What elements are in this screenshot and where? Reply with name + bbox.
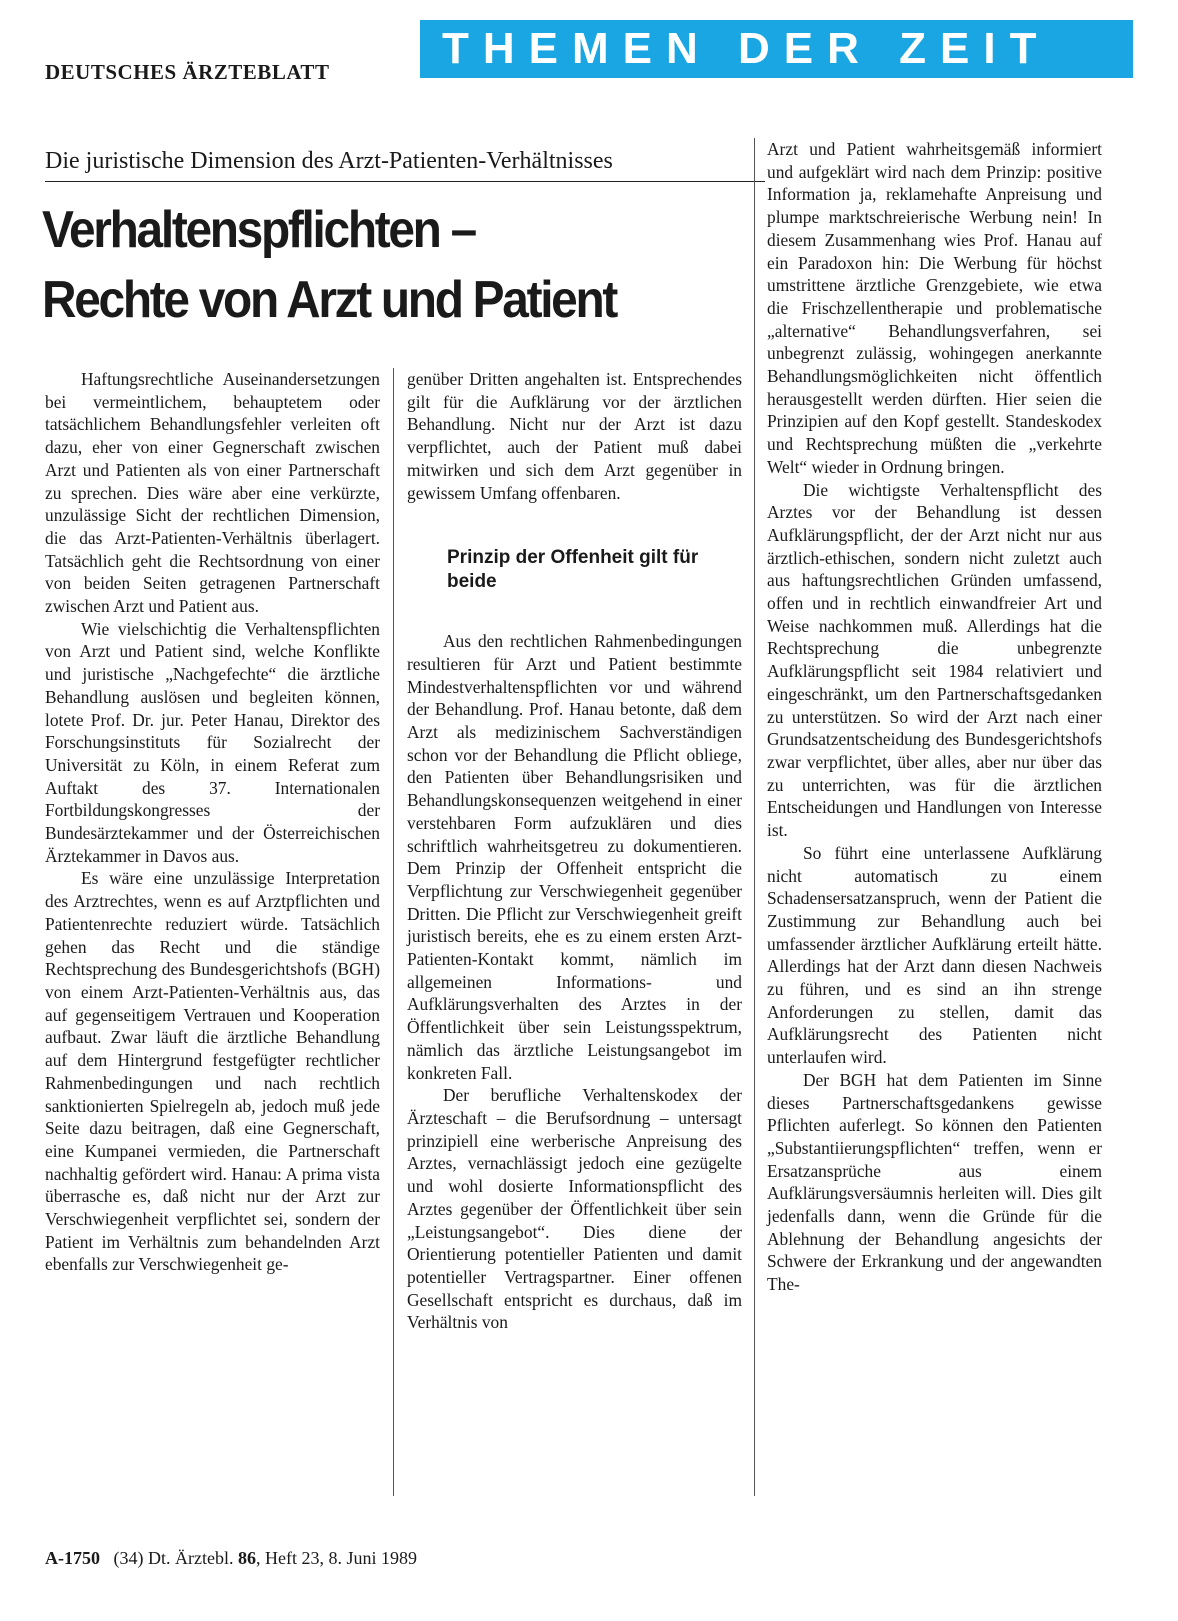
column-divider (393, 368, 394, 1496)
section-subheading: Prinzip der Offenheit gilt für beide (447, 547, 699, 593)
body-paragraph: genüber Dritten angehalten ist. Entsprechendes gilt für die Aufklärung vor der ärztlichen Behandlung. Nicht nur der Arzt ist dazu verpflichtet, auch der Patient muß dabei mitwirken und sich dem Arzt gegenüber in gewissem Umfang offenbaren. (407, 369, 742, 503)
column-divider (754, 138, 755, 1496)
body-paragraph: Der BGH hat dem Patienten im Sinne dieses Partnerschaftsgedankens gewisse Pflichten auferlegt. So können den Patienten „Substantiierungspflichten“ treffen, wenn er Ersatzansprüche aus einem Aufklärungsversäumnis herleiten will. Dies gilt jedenfalls dann, wenn die Gründe für die Ablehnung der Behandlung angesichts der Schwere der Erkrankung und der angewandten The- (767, 1069, 1102, 1295)
body-paragraph: Der berufliche Verhaltenskodex der Ärzteschaft – die Berufsordnung – untersagt prinzipiell eine werberische Anpreisung des Arztes, vernachlässigt jedoch eine gezügelte und wohl dosierte Informationspflicht des Arztes gegenüber der Öffentlichkeit über sein „Leistungsangebot“. Dies diene der Orientierung potentieller Patienten und damit potentieller Vertragspartner. Einer offenen Gesellschaft entspricht es durchaus, daß im Verhältnis von (407, 1085, 742, 1333)
page-code: A-1750 (45, 1548, 100, 1568)
body-paragraph: Wie vielschichtig die Verhaltenspflichten von Arzt und Patient sind, welche Konflikte und juristische „Nachgefechte“ die ärztliche Behandlung auslösen und begleiten können, lotete Prof. Dr. jur. Peter Hanau, Direktor des Forschungsinstituts für Sozialrecht der Universität zu Köln, in einem Referat zum Auftakt des 37. Internationalen Fortbildungskongresses der Bundesärztekammer und der Österreichischen Ärztekammer in Davos aus. (45, 618, 380, 866)
headline-line-1: Verhaltenspflichten – (42, 201, 475, 259)
page-footer (45, 1548, 417, 1569)
body-paragraph: Es wäre eine unzulässige Interpretation des Arztrechtes, wenn es auf Arztpflichten und Patientenrechte reduziert würde. Tatsächlich gehen das Recht und die ständige Rechtsprechung des Bundesgerichtshofs (BGH) von einem Arzt-Patienten-Verhältnis aus, das auf gegenseitigem Vertrauen und Kooperation aufbaut. Zwar läuft die ärztliche Behandlung auf dem Hintergrund festgefügter rechtlicher Rahmenbedingungen und nach rechtlich sanktionierten Spielregeln ab, jedoch muß jede Seite dazu beitragen, daß eine Gegnerschaft, eine Kumpanei vermieden, die Partnerschaft nachhaltig gefördert wird. Hanau: A prima vista überrasche es, daß nicht nur der Arzt zur Verschwiegenheit verpflichtet sei, sondern der Patient im Verhältnis zum behandelnden Arzt ebenfalls zur Verschwiegenheit ge- (45, 868, 380, 1275)
body-paragraph: Arzt und Patient wahrheitsgemäß informiert und aufgeklärt wird nach dem Prinzip: positive Information ja, reklamehafte Anpreisung und plumpe marktschreierische Werbung nein! In diesem Zusammenhang wies Prof. Hanau auf ein Paradoxon hin: Die Werbung für höchst umstrittene ärztliche Grenzgebiete, wie etwa die Frischzellentherapie und problematische „alternative“ Behandlungsverfahren, sei unbegrenzt zulässig, wohingegen anerkannte Behandlungsmöglichkeiten nicht öffentlich herausgestellt werden dürften. Hier seien die Prinzipien auf den Kopf gestellt. Standeskodex und Rechtsprechung müßten die „verkehrte Welt“ wieder in Ordnung bringen. (767, 139, 1102, 477)
page-number: (34) (113, 1548, 144, 1568)
body-paragraph: Die wichtigste Verhaltenspflicht des Arztes vor der Behandlung ist dessen Aufklärungspflicht, der der Arzt nicht nur aus ärztlich-ethischen, sondern nicht zuletzt auch aus haftungsrechtlichen Gründen umfassend, offen und in rechtlich einwandfreier Art und Weise nachkommen muß. Allerdings hat die Rechtsprechung die unbegrenzte Aufklärungspflicht seit 1984 relativiert und eingeschränkt, um den Partnerschaftsgedanken zu unterstützen. So wird der Arzt nach einer Grundsatzentscheidung des Bundesgerichtshofs zwar verpflichtet, über alles, aber nur über das zu unterrichten, was für die ärztlichen Entscheidungen und Handlungen von Interesse ist. (767, 479, 1102, 841)
article-kicker: Die juristische Dimension des Arzt-Patienten-Verhältnisses (45, 145, 765, 182)
issue-date: , Heft 23, 8. Juni 1989 (255, 1548, 417, 1568)
journal-abbreviation: Dt. Ärztebl. (148, 1548, 234, 1568)
article-column-1 (45, 368, 380, 1276)
body-paragraph: Haftungsrechtliche Auseinandersetzungen bei vermeintlichem, behauptetem oder tatsächlichem Behandlungsfehler verleiten oft dazu, eher von einer Gegnerschaft zwischen Arzt und Patienten als von einer Partnerschaft zu sprechen. Dies wäre aber eine verkürzte, unzulässige Sicht der rechtlichen Dimension, die das Arzt-Patienten-Verhältnis überlagert. Tatsächlich geht die Rechtsordnung von einer von beiden Seiten getragenen Partnerschaft zwischen Arzt und Patient aus. (45, 369, 380, 617)
body-paragraph: So führt eine unterlassene Aufklärung nicht automatisch zu einem Schadensersatzanspruch, wenn der Patient die Zustimmung zur Behandlung auch bei umfassender ärztlicher Aufklärung erteilt hätte. Allerdings hat der Arzt dann diesen Nachweis zu führen, und es sind an ihn strenge Anforderungen zu stellen, damit das Aufklärungsrecht des Patienten nicht unterlaufen wird. (767, 842, 1102, 1068)
journal-masthead: DEUTSCHES ÄRZTEBLATT (45, 60, 330, 84)
article-column-3 (767, 138, 1102, 1296)
article-headline (42, 195, 714, 335)
headline-line-2: Rechte von Arzt und Patient (42, 271, 617, 329)
volume-number: 86 (237, 1548, 256, 1568)
body-paragraph: Aus den rechtlichen Rahmenbedingungen resultieren für Arzt und Patient bestimmte Mindestverhaltenspflichten vor und während der Behandlung. Prof. Hanau betonte, daß dem Arzt als medizinischem Sachverständigen schon vor der Behandlung die Pflicht obliege, den Patienten über Behandlungsrisiken und Behandlungskonsequenzen weitgehend in einer verstehbaren Form aufzuklären und dies schriftlich wahrheitsgetreu zu dokumentieren. Dem Prinzip der Offenheit entspricht die Verpflichtung zur Verschwiegenheit gegenüber Dritten. Die Pflicht zur Verschwiegenheit greift juristisch bereits, ehe es zu einem ersten Arzt-Patienten-Kontakt kommt, nämlich im allgemeinen Informations- und Aufklärungsverhalten des Arztes in der Öffentlichkeit über sein Leistungsspektrum, nämlich das ärztliche Leistungsangebot im konkreten Fall. (407, 631, 742, 1083)
section-banner: THEMEN DER ZEIT (420, 20, 1133, 78)
article-column-2 (407, 368, 742, 1334)
